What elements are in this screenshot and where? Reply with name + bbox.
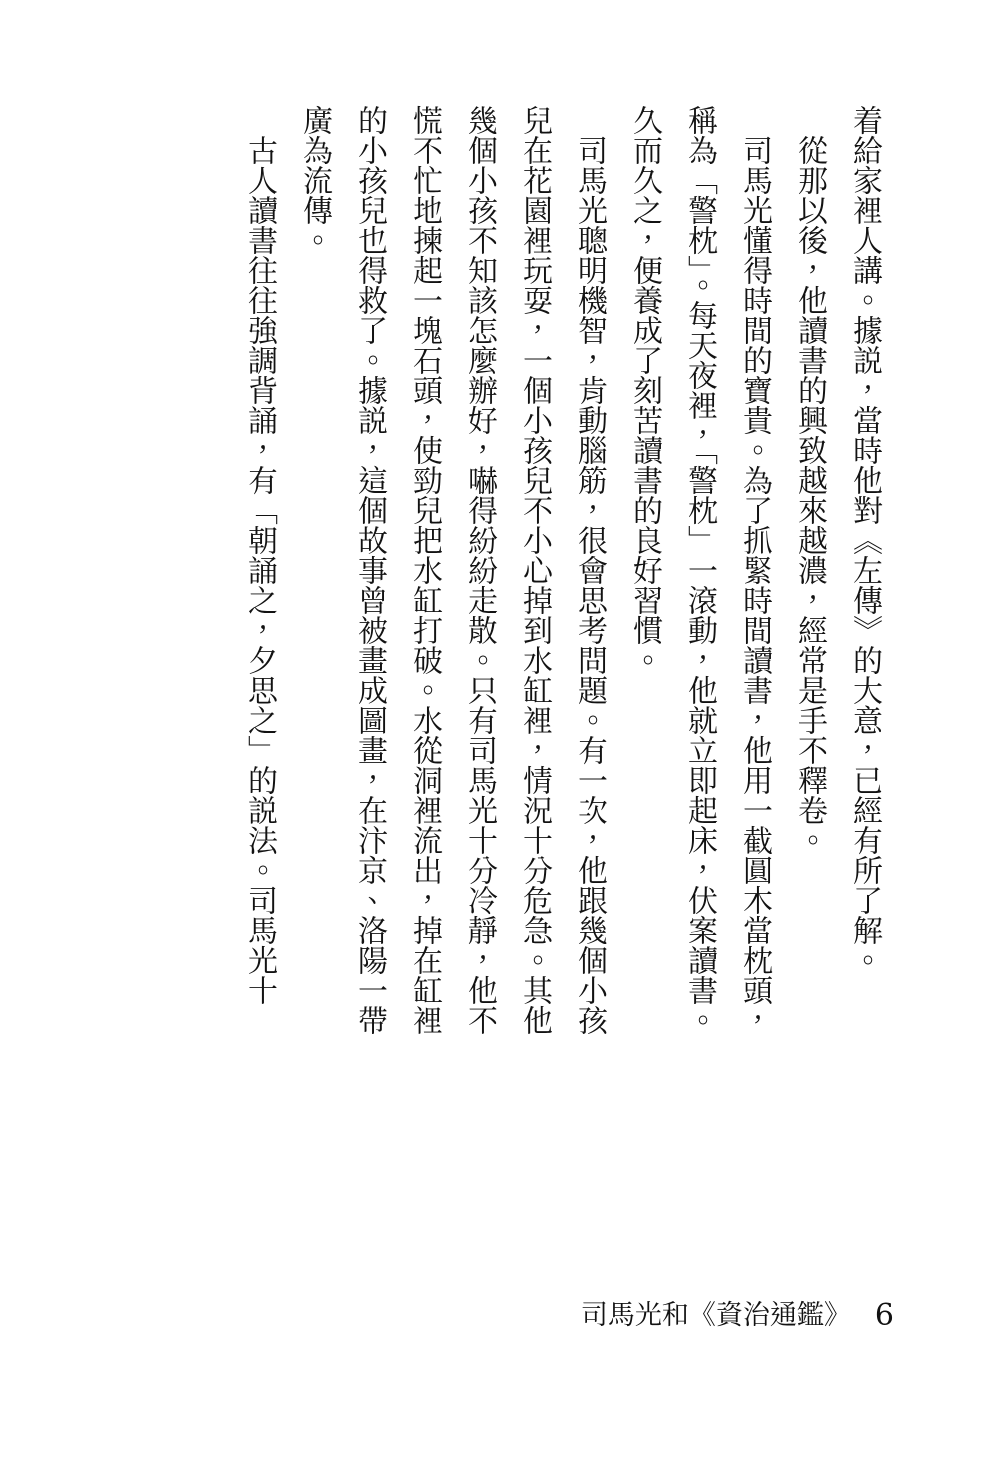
text-block xyxy=(232,105,892,1045)
paragraph: 從那以後，他讀書的興致越來越濃，經常是手不釋卷。 xyxy=(792,135,827,855)
running-title: 司馬光和《資治通鑑》 xyxy=(580,1300,851,1332)
paragraph: 司馬光懂得時間的寶貴。為了抓緊時間讀書，他用一截圓木當枕頭，稱為「警枕」。每天夜裡，「警枕」一滾動，他就立即起床，伏案讀書。久而久之，便養成了刻苦讀書的良好習慣。 xyxy=(627,105,772,1035)
footer xyxy=(581,1300,894,1332)
paragraph: 司馬光聰明機智，肯動腦筋，很會思考問題。有一次，他跟幾個小孩兒在花園裡玩耍，一個小孩兒不小心掉到水缸裡，情況十分危急。其他幾個小孩不知該怎麼辦好，嚇得紛紛走散。只有司馬光十分冷靜，他不慌不忙地揀起一塊石頭，使勁兒把水缸打破。水從洞裡流出，掉在缸裡的小孩兒也得救了。據説，這個故事曾被畫成圖畫，在汴京、洛陽一帶廣為流傳。 xyxy=(297,105,607,1035)
paragraph: 着給家裡人講。據説，當時他對《左傳》的大意，已經有所了解。 xyxy=(847,105,882,975)
paragraph: 古人讀書往往強調背誦，有「朝誦之，夕思之」的説法。司馬光十 xyxy=(242,135,277,1005)
page-number: 6 xyxy=(874,1298,894,1333)
